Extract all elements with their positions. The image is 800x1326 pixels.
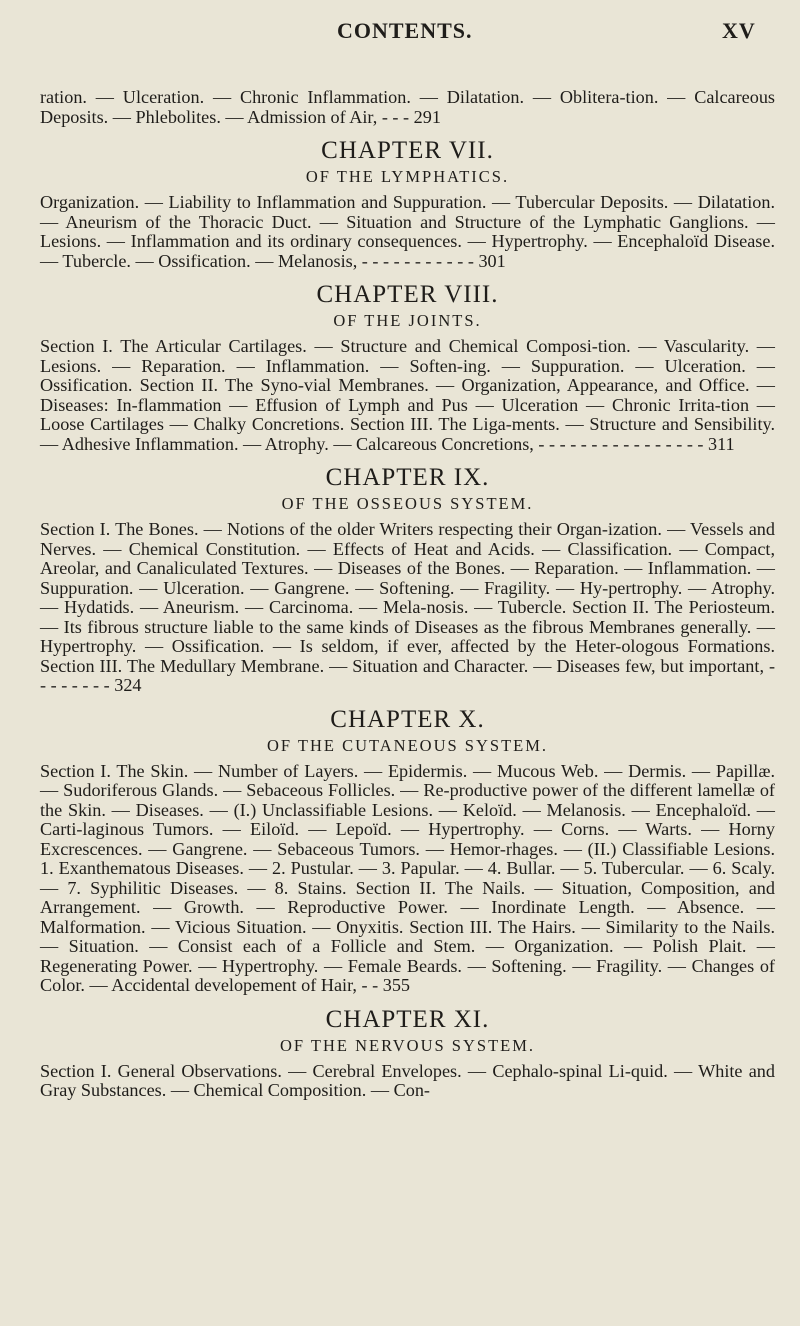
chapter-title: CHAPTER VII. [321,137,494,164]
chapter-8-contents [40,337,775,454]
running-head [0,18,800,46]
contents-entry-continued [40,88,775,127]
chapter-10 [40,706,775,756]
chapter-subtitle: OF THE OSSEOUS SYSTEM. [281,494,534,513]
chapter-8 [40,281,775,331]
chapter-contents-text: Organization. — Liability to Inflammation and Suppuration. — Tubercular Deposits. — Dilatation. — Aneurism of the Thoracic Duct. — Situation and Structure of the Lymphatic Ganglions. — Lesions. — Inflammation and its ordinary consequences. — Hypertrophy. — Encephaloïd Disease. — Tubercle. — Ossification. — Melanosis, - - - - - - - - - - - [40,192,775,271]
chapter-page-number: 301 [478,250,506,271]
entry-text: ration. — Ulceration. — Chronic Inflammation. — Dilatation. — Oblitera-tion. — Calcareous Deposits. — Phlebolites. — Admission of Air, - - - [40,87,775,127]
chapter-page-number: 311 [708,433,735,454]
chapter-page-number: 324 [114,675,142,695]
chapter-title: CHAPTER XI. [325,1005,490,1033]
entry-page-number: 291 [413,106,441,127]
chapter-11-contents [40,1062,775,1101]
chapter-contents-text: Section I. The Articular Cartilages. — Structure and Chemical Composi-tion. — Vascularity. — Lesions. — Reparation. — Inflammation. — Soften-ing. — Suppuration. — Ulceration. — Ossification. Section II. The Syno-vial Membranes. — Organization, Appearance, and Office. — Diseases: In-flammation — Effusion of Lymph and Pus — Ulceration — Chronic Irrita-tion — Loose Cartilages — Chalky Concretions. Section III. The Liga-ments. — Structure and Sensibility. — Adhesive Inflammation. — Atrophy. — Calcareous Concretions, - - - - - - - - - - - - - - - - [40,336,775,454]
chapter-title: CHAPTER VIII. [316,281,499,308]
chapter-contents-text: Section I. General Observations. — Cerebral Envelopes. — Cephalo-spinal Li-quid. — White and Gray Substances. — Chemical Composition. — Con- [40,1060,775,1100]
chapter-contents-text: Section I. The Bones. — Notions of the older Writers respecting their Organ-ization. — Vessels and Nerves. — Chemical Constitution. — Effects of Heat and Acids. — Classification. — Compact, Areolar, and Canaliculated Textures. — Diseases of the Bones. — Reparation. — Inflammation. — Suppuration. — Ulceration. — Gangrene. — Softening. — Fragility. — Hy-pertrophy. — Atrophy. — Hydatids. — Aneurism. — Carcinoma. — Mela-nosis. — Tubercle. Section II. The Periosteum. — Its fibrous structure liable to the same kinds of Diseases as the fibrous Membranes generally. — Hypertrophy. — Ossification. — Is seldom, if ever, affected by the Heter-ologous Formations. Section III. The Medullary Membrane. — Situation and Character. — Diseases few, but important, - - - - - - - - [40,519,775,695]
running-head-title: CONTENTS. [337,18,473,43]
chapter-9 [40,464,775,514]
chapter-7 [40,137,775,187]
chapter-subtitle: OF THE CUTANEOUS SYSTEM. [266,735,549,755]
chapter-7-contents [40,193,775,271]
chapter-9-contents [40,520,775,696]
chapter-contents-text: Section I. The Skin. — Number of Layers. — Epidermis. — Mucous Web. — Dermis. — Papillæ. — Sudoriferous Glands. — Sebaceous Follicles. — Re-productive power of the different lamellæ of the Skin. — Diseases. — (I.) Unclassifiable Lesions. — Keloïd. — Melanosis. — Encephaloïd. — Carti-laginous Tumors. — Eiloïd. — Lepoïd. — Hypertrophy. — Corns. — Warts. — Horny Excrescences. — Gangrene. — Sebaceous Tumors. — Hemor-rhages. — (II.) Classifiable Lesions. 1. Exanthematous Diseases. — 2. Pustular. — 3. Papular. — 4. Bullar. — 5. Tubercular. — 6. Scaly. — 7. Syphilitic Diseases. — 8. Stains. Section II. The Nails. — Situation, Composition, and Arrangement. — Growth. — Reproductive Power. — Inordinate Length. — Absence. — Malformation. — Vicious Situation. — Onyxitis. Section III. The Hairs. — Similarity to the Nails. — Situation. — Consist each of a Follicle and Stem. — Organization. — Polish Plait. — Regenerating Power. — Hypertrophy. — Female Beards. — Softening. — Fragility. — Changes of Color. — Accidental developement of Hair, - - [40,760,775,995]
chapter-title: CHAPTER X. [330,705,485,733]
chapter-11 [40,1006,775,1056]
chapter-subtitle: OF THE NERVOUS SYSTEM. [279,1035,536,1055]
running-head-page-numeral: XV [722,18,756,43]
chapter-10-contents [40,762,775,996]
chapter-page-number: 355 [382,975,410,995]
contents-body [40,88,775,1107]
chapter-title: CHAPTER IX. [325,464,490,491]
chapter-subtitle: OF THE JOINTS. [333,311,482,330]
chapter-subtitle: OF THE LYMPHATICS. [305,167,510,186]
